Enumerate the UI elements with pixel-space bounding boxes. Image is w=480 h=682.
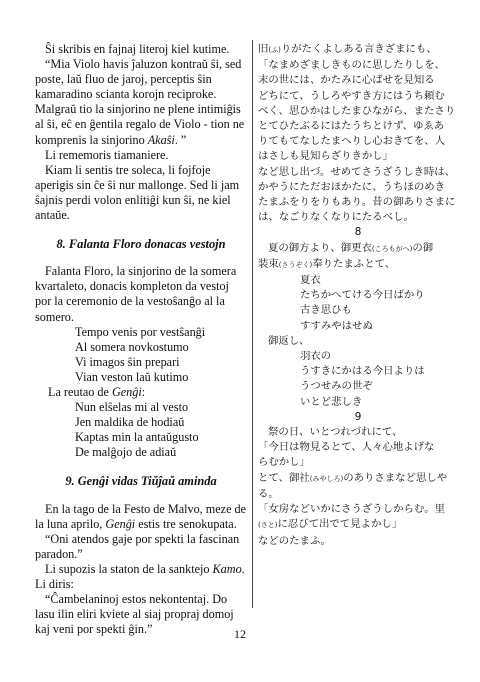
section-heading-9: 9. Genĝi vidas Tiŭĵaŭ aminda — [65, 474, 217, 489]
verse-line: Vi imagos ŝin prepari — [75, 354, 180, 369]
jp-line: 祭の日、いとつれづれにて、 — [268, 426, 403, 439]
jp-line: 「女房などいかにさうざうしからむ。里 — [258, 503, 446, 516]
jp-line — [258, 241, 458, 257]
jp-line: などのたまふ。 — [258, 534, 331, 547]
text: 旧 — [258, 43, 269, 55]
paragraph: Ŝi skribis en fajnaj literoj kiel kutime. — [45, 42, 230, 56]
jp-line: る。 — [258, 487, 279, 500]
paragraph — [35, 502, 247, 532]
jp-line: たまふをりをりもあり。昔の御ありさまに — [258, 196, 456, 209]
text: のありさまなど思しや — [343, 471, 448, 484]
paragraph — [35, 57, 247, 148]
text: . Li diris: — [35, 561, 245, 591]
text: 夏の御方より、御更衣 — [268, 241, 372, 254]
poem-line: 夏衣 — [300, 274, 321, 287]
poem-line: すすみやはせぬ — [300, 319, 373, 332]
jp-line: 末の世には、かたみに心ばせを見知る — [258, 74, 435, 87]
poem-line: 古き思ひも — [300, 304, 352, 317]
poem-line: うつせみの世ぞ — [300, 380, 373, 393]
text: りがたくよしある言きざまにも、 — [280, 43, 437, 55]
jp-line: どちにて、うしろやすき方にはうち頼む — [258, 89, 445, 102]
jp-line: かやうにただおほかたに、うちほのめき — [258, 180, 446, 193]
jp-line: はさしも見知らざりきかし」 — [258, 150, 394, 163]
jp-line: 「なまめざましきものに思したりしを、 — [258, 59, 446, 72]
jp-line: 「今日は物見るとて、人々心地よげな — [258, 441, 435, 454]
text: “Mia Violo havis ĵaluzon kontraŭ ŝi, sed poste, laŭ fluo de jaroj, perceptis ŝin kamaradino scianta korojn reciproke. Malgraŭ tio la sinjorino ne plene intimiĝis al ŝi, eĉ en ĝentila regalo de Violo - tion ne komprenis la sinjorino — [35, 57, 245, 147]
verse-line: Vian veston laŭ kutimo — [75, 369, 189, 384]
paragraph — [35, 562, 247, 592]
paragraph: Li rememoris tiamaniere. — [45, 147, 169, 162]
ruby-text: (みやしろ) — [309, 474, 344, 483]
poem-line: 羽衣の — [300, 350, 332, 363]
jp-line: らむかし」 — [258, 456, 310, 469]
jp-line: など思し出づ。せめてさうざうしき時は、 — [258, 165, 456, 178]
text: La reutao de — [48, 384, 112, 399]
text: Li supozis la staton de la sanktejo — [45, 561, 213, 576]
section-number-8: 8 — [354, 226, 362, 239]
jp-line: 御返し、 — [268, 334, 310, 347]
name-akashi: Akaŝi — [147, 132, 175, 147]
name-kamo: Kamo — [212, 561, 242, 576]
name-genji: Genĝi — [105, 516, 136, 531]
paragraph: “Ĉambelaninoj estos nekontentaj. Do lasu ilin eliri kviete al siaj propraj domoj kaj veni por spekti ĝin.” — [35, 592, 234, 637]
text: . ” — [174, 132, 187, 147]
verse-line: Nun elŝelas mi al vesto — [75, 400, 189, 415]
jp-line: べく、思ひかはしたまひながら、またさり — [258, 104, 456, 117]
verse-line: Kaptas min la antaŭgusto — [75, 430, 199, 445]
text: 装束 — [258, 257, 279, 270]
poem-line: たちかへてける今日ばかり — [300, 289, 425, 302]
jp-line: とてひたぶるにはたうちとけず、ゆゑあ — [258, 120, 445, 133]
text: 奉りたまふとて、 — [312, 257, 396, 270]
jp-line: りてもてなしたまへりし心おきてを、人 — [258, 135, 446, 148]
verse-line: Tempo venis por vestŝanĝi — [75, 324, 206, 339]
name-genji: Genĝi — [111, 384, 142, 399]
text: En la tago de la Festo de Malvo, meze de la luna aprilo, — [35, 501, 247, 531]
column-divider — [252, 40, 253, 608]
verse-line: De malĝojo de adiaŭ — [75, 445, 177, 460]
text: に忍びて出でて見よかし」 — [277, 518, 403, 531]
ruby-text: (さうぞく) — [278, 260, 313, 269]
section-heading-8: 8. Falanta Floro donacas vestojn — [56, 237, 226, 252]
jp-line — [258, 471, 458, 487]
poem-line: うすきにかはる今日よりは — [300, 365, 425, 378]
text: estis tre senokupata. — [135, 516, 237, 531]
ruby-text: (ふ) — [268, 46, 281, 54]
reply-intro — [35, 385, 247, 400]
ruby-text: (さと) — [258, 521, 278, 530]
esperanto-column — [35, 42, 247, 637]
ruby-text: (ころもがへ) — [371, 244, 413, 253]
paragraph: Falanta Floro, la sinjorino de la somera kvartaleto, donacis kompleton da vestoj por la ceremonio de la vestoŝanĝo al la somero. — [35, 264, 237, 324]
jp-line — [258, 42, 458, 58]
poem-line: いとど悲しき — [300, 395, 363, 408]
paragraph: “Oni atendos gaje por spekti la fascinan paradon.” — [35, 531, 240, 561]
paragraph: Kiam li sentis tre soleca, li fojfoje aperigis sin ĉe ŝi nur mallonge. Sed li jam ŝajnis perdi volon enlitiĝi kun ŝi, ne kiel antaŭe. — [35, 162, 240, 223]
text: の御 — [412, 241, 434, 254]
text: : — [141, 384, 146, 399]
section-number-9: 9 — [354, 410, 362, 423]
jp-line: は、なごりなくなりにたるべし。 — [258, 211, 414, 224]
verse-line: Al somera novkostumo — [75, 339, 189, 354]
page-number: 12 — [234, 627, 246, 641]
verse-line: Jen maldika de hodiaŭ — [75, 415, 185, 430]
jp-line — [258, 517, 458, 533]
jp-line — [258, 257, 458, 273]
text: とて、御社 — [258, 471, 310, 484]
japanese-column — [258, 42, 458, 549]
